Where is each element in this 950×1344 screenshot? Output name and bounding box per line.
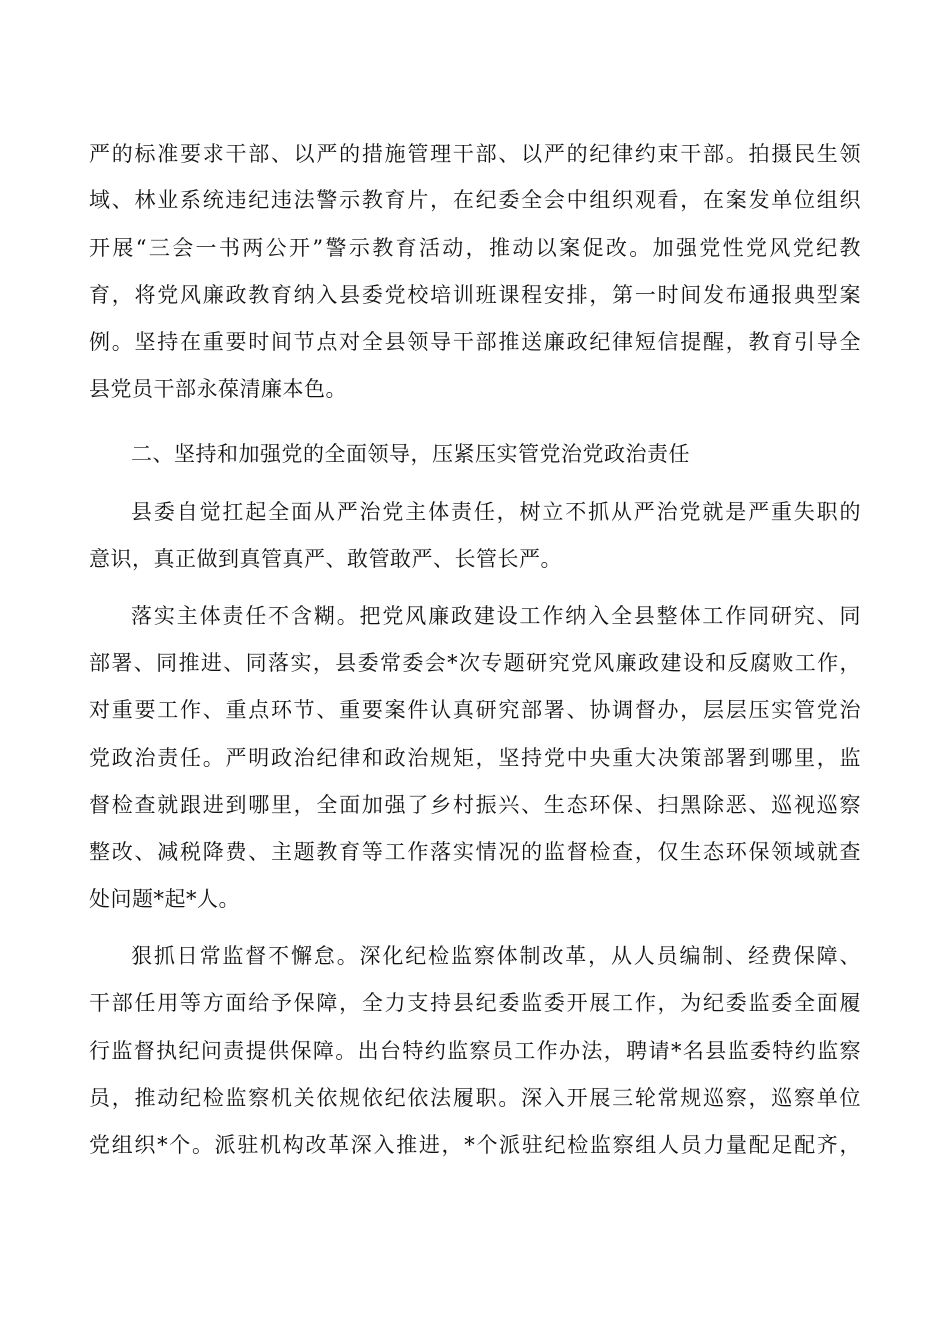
body-text-line: 县党员干部永葆清廉本色。 [89, 377, 347, 401]
body-text-line: 狠抓日常监督不懈怠。深化纪检监察体制改革，从人员编制、经费保障、 [131, 944, 861, 968]
body-text-line: 整改、减税降费、主题教育等工作落实情况的监督检查，仅生态环保领域就查 [89, 840, 861, 864]
body-text-line: 部署、同推进、同落实，县委常委会*次专题研究党风廉政建设和反腐败工作， [89, 651, 861, 675]
body-text-line: 域、林业系统违纪违法警示教育片，在纪委全会中组织观看，在案发单位组织 [89, 188, 861, 212]
body-text-line: 行监督执纪问责提供保障。出台特约监察员工作办法，聘请*名县监委特约监察 [89, 1039, 861, 1063]
body-text-line: 意识，真正做到真管真严、敢管敢严、长管长严。 [89, 547, 562, 571]
body-text-line: 育，将党风廉政教育纳入县委党校培训班课程安排，第一时间发布通报典型案 [89, 283, 861, 307]
body-text-line: 处问题*起*人。 [89, 887, 240, 911]
body-text-line: 县委自觉扛起全面从严治党主体责任，树立不抓从严治党就是严重失职的 [131, 500, 861, 524]
section-heading: 二、坚持和加强党的全面领导，压紧压实管党治党政治责任 [131, 442, 690, 466]
body-text-line: 党政治责任。严明政治纪律和政治规矩，坚持党中央重大决策部署到哪里，监 [89, 746, 861, 770]
body-text-line: 严的标准要求干部、以严的措施管理干部、以严的纪律约束干部。拍摄民生领 [89, 142, 861, 166]
body-text-line: 员，推动纪检监察机关依规依纪依法履职。深入开展三轮常规巡察，巡察单位 [89, 1086, 861, 1110]
body-text-line: 例。坚持在重要时间节点对全县领导干部推送廉政纪律短信提醒，教育引导全 [89, 330, 861, 354]
body-text-line: 党组织*个。派驻机构改革深入推进，*个派驻纪检监察组人员力量配足配齐， [89, 1133, 861, 1157]
body-text-line: 干部任用等方面给予保障，全力支持县纪委监委开展工作，为纪委监委全面履 [89, 991, 861, 1015]
body-text-line: 对重要工作、重点环节、重要案件认真研究部署、协调督办，层层压实管党治 [89, 698, 861, 722]
body-text-line: 督检查就跟进到哪里，全面加强了乡村振兴、生态环保、扫黑除恶、巡视巡察 [89, 793, 861, 817]
body-text-line: 落实主体责任不含糊。把党风廉政建设工作纳入全县整体工作同研究、同 [131, 604, 861, 628]
body-text-line: 开展“三会一书两公开”警示教育活动，推动以案促改。加强党性党风党纪教 [89, 236, 861, 260]
